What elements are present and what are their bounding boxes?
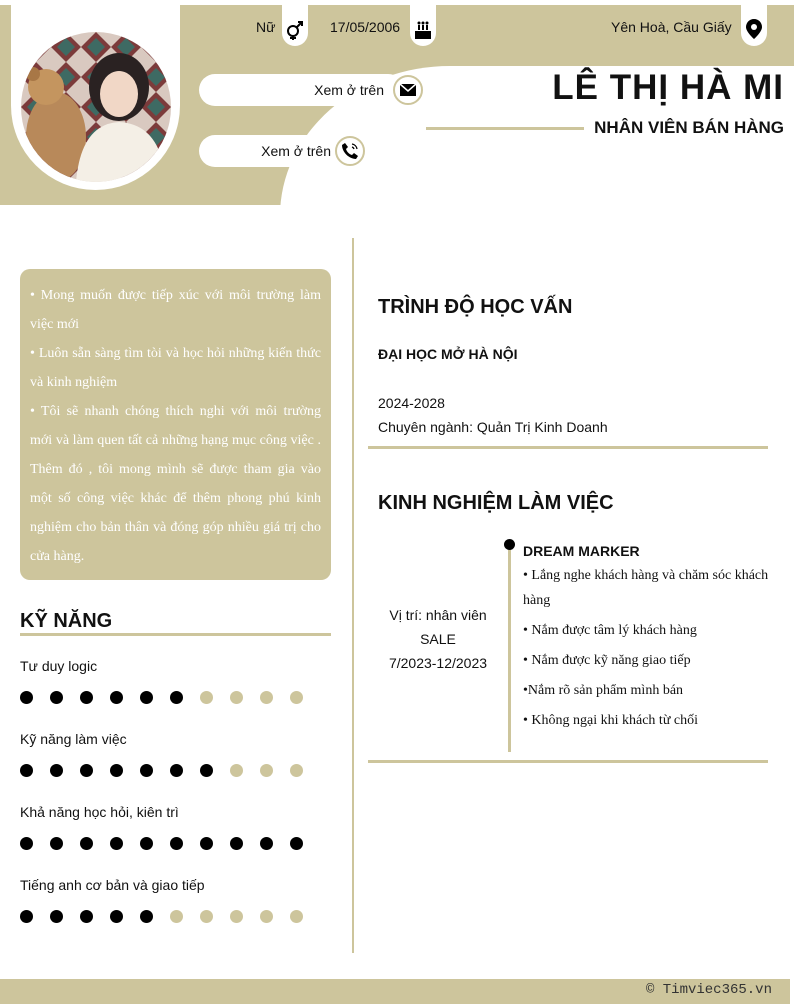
rating-dot-filled [140, 764, 153, 777]
dob-text: 17/05/2006 [330, 19, 401, 35]
phone-text: Xem ở trên [261, 143, 331, 159]
rating-dot-filled [170, 837, 183, 850]
rating-dot-filled [140, 910, 153, 923]
rating-dot-empty [170, 910, 183, 923]
timeline-line [508, 545, 511, 752]
address-tab [741, 0, 767, 46]
rating-dot-filled [80, 691, 93, 704]
job-title: NHÂN VIÊN BÁN HÀNG [594, 118, 784, 137]
skill-label: Tiếng anh cơ bản và giao tiếp [20, 877, 205, 893]
candidate-name: LÊ THỊ HÀ MI [552, 68, 784, 107]
rating-dot-empty [200, 910, 213, 923]
column-divider [352, 238, 354, 953]
objective-item: • Tôi sẽ nhanh chóng thích nghi với môi trường mới và làm quen tất cả những hạng mục công việc . Thêm đó , tôi mong mình sẽ được tham gia vào một số công việc khác để thêm phong phú kinh nghiệm cho bản thân và đóng góp nhiều giá trị cho cửa hàng. [30, 404, 321, 564]
phone-field[interactable] [199, 135, 349, 167]
rating-dot-filled [140, 691, 153, 704]
duty-list [523, 563, 773, 738]
skill-label: Khả năng học hỏi, kiên trì [20, 804, 179, 820]
objective-item: • Mong muốn được tiếp xúc với môi trường làm việc mới [30, 288, 321, 332]
gender-tab [282, 0, 308, 46]
duty-item: •Nắm rõ sản phẩm mình bán [523, 683, 684, 698]
header-bottom-edge [0, 205, 300, 235]
email-field[interactable] [199, 74, 404, 106]
rating-dot-filled [20, 837, 33, 850]
cake-icon [413, 20, 433, 40]
career-objective [20, 269, 331, 580]
rating-dot-filled [170, 691, 183, 704]
rating-dot-filled [50, 837, 63, 850]
skills-rule [20, 633, 331, 636]
rating-dot-empty [290, 910, 303, 923]
education-title: TRÌNH ĐỘ HỌC VẤN [378, 296, 573, 318]
rating-dot-empty [230, 691, 243, 704]
rating-dot-empty [200, 691, 213, 704]
mail-icon [399, 83, 417, 97]
rating-dot-filled [80, 910, 93, 923]
rating-dot-filled [50, 910, 63, 923]
rating-dot-filled [50, 764, 63, 777]
rating-dot-filled [260, 837, 273, 850]
email-text: Xem ở trên [314, 82, 384, 98]
experience-title: KINH NGHIỆM LÀM VIỆC [378, 492, 614, 514]
rating-dot-filled [20, 691, 33, 704]
education-major: Chuyên ngành: Quản Trị Kinh Doanh [378, 419, 608, 435]
experience-period: 7/2023-12/2023 [388, 655, 488, 671]
skill-rating [20, 764, 303, 777]
rating-dot-filled [140, 837, 153, 850]
objective-item: • Luôn sẵn sàng tìm tòi và học hỏi những kiến thức và kinh nghiệm [30, 346, 321, 390]
skills-title: KỸ NĂNG [20, 610, 113, 632]
timeline-dot [504, 539, 515, 550]
rating-dot-filled [20, 764, 33, 777]
rating-dot-empty [260, 691, 273, 704]
rating-dot-empty [260, 910, 273, 923]
position-line: Vị trí: nhân viên [389, 607, 487, 623]
dob-tab [410, 0, 436, 46]
experience-rule [368, 760, 768, 763]
rating-dot-filled [80, 837, 93, 850]
rating-dot-empty [290, 764, 303, 777]
rating-dot-filled [230, 837, 243, 850]
experience-meta [378, 603, 498, 675]
title-rule [426, 127, 584, 130]
avatar [21, 32, 171, 182]
rating-dot-filled [50, 691, 63, 704]
education-years: 2024-2028 [378, 395, 445, 411]
rating-dot-empty [230, 764, 243, 777]
duty-item: • Lắng nghe khách hàng và chăm sóc khách hàng [523, 568, 769, 608]
rating-dot-empty [260, 764, 273, 777]
rating-dot-filled [110, 910, 123, 923]
skill-label: Tư duy logic [20, 658, 98, 674]
phone-icon-wrap[interactable] [335, 136, 365, 166]
phone-icon [341, 142, 359, 160]
address-text: Yên Hoà, Cầu Giấy [611, 19, 732, 35]
rating-dot-filled [110, 764, 123, 777]
rating-dot-filled [170, 764, 183, 777]
location-icon [744, 18, 764, 40]
footer-band [0, 979, 790, 1004]
duty-item: • Nắm được kỹ năng giao tiếp [523, 653, 691, 668]
skill-rating [20, 837, 303, 850]
footer-brand: © Timviec365.vn [645, 982, 772, 998]
rating-dot-filled [110, 837, 123, 850]
position-line: SALE [420, 631, 456, 647]
company-name: DREAM MARKER [523, 543, 640, 559]
gender-icon [285, 20, 305, 40]
gender-text: Nữ [256, 19, 276, 35]
rating-dot-empty [230, 910, 243, 923]
rating-dot-filled [80, 764, 93, 777]
rating-dot-filled [110, 691, 123, 704]
rating-dot-filled [200, 764, 213, 777]
education-rule [368, 446, 768, 449]
email-icon-wrap[interactable] [393, 75, 423, 105]
rating-dot-filled [200, 837, 213, 850]
rating-dot-empty [290, 691, 303, 704]
skill-rating [20, 691, 303, 704]
school-name: ĐẠI HỌC MỞ HÀ NỘI [378, 346, 518, 362]
rating-dot-filled [290, 837, 303, 850]
duty-item: • Không ngại khi khách từ chối [523, 713, 699, 728]
skill-rating [20, 910, 303, 923]
skill-label: Kỹ năng làm việc [20, 731, 127, 747]
duty-item: • Nắm được tâm lý khách hàng [523, 623, 697, 638]
rating-dot-filled [20, 910, 33, 923]
